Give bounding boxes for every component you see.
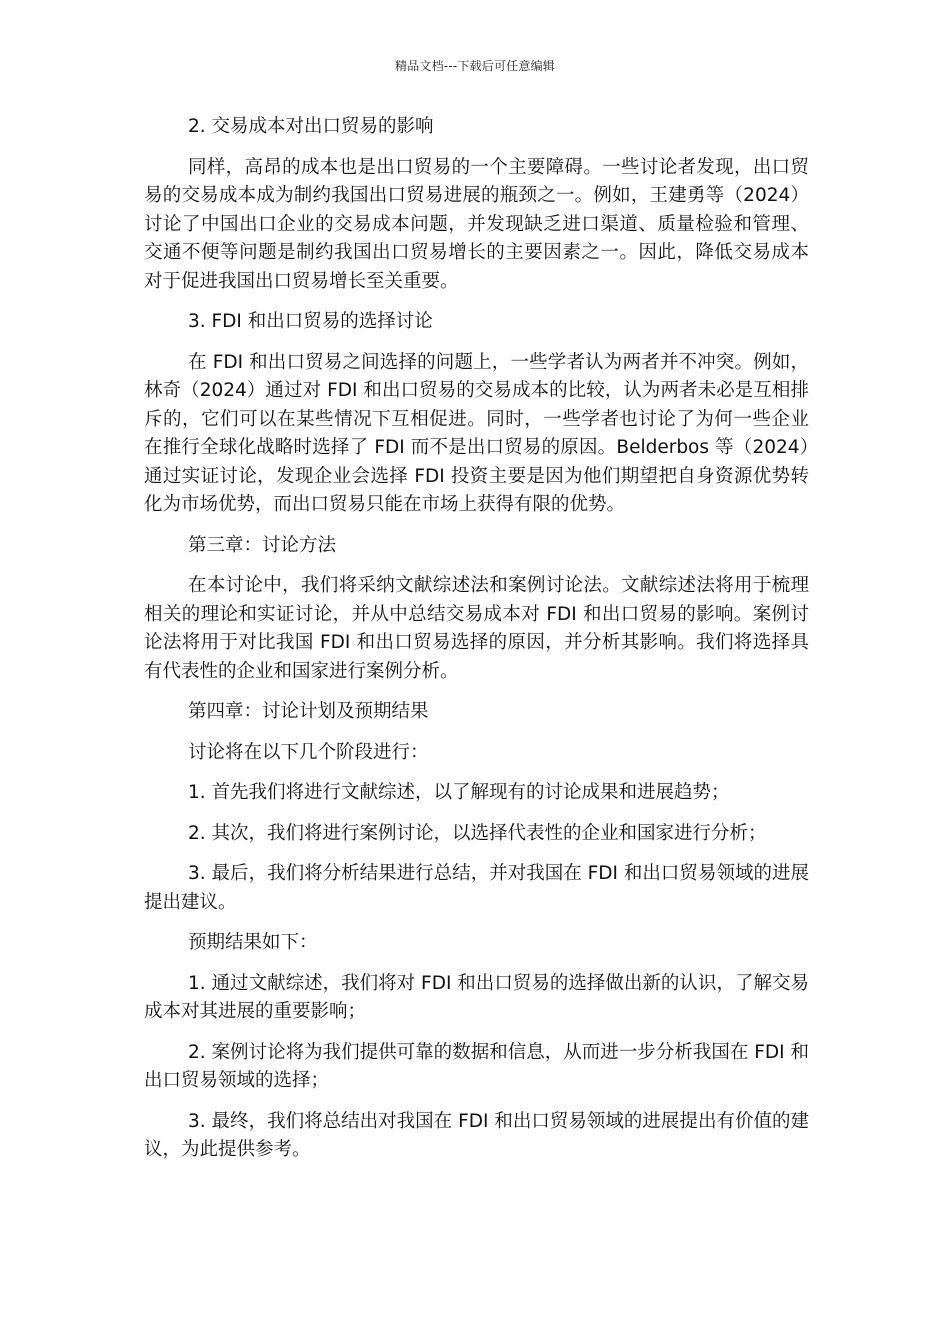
section-heading: 3. FDI 和出口贸易的选择讨论 (188, 311, 433, 332)
list-item: 2. 案例讨论将为我们提供可靠的数据和信息，从而进一步分析我国在 FDI 和出口贸易领域的选择； (144, 1041, 809, 1091)
body-paragraph: 在 FDI 和出口贸易之间选择的问题上，一些学者认为两者并不冲突。例如，林奇（2024）通过对 FDI 和出口贸易的交易成本的比较，认为两者未必是互相排斥的，它们可以在某些情况下互相促进。同时，一些学者也讨论了为何一些企业在推行全球化战略时选择了 FDI 而不是出口贸易的原因。Belderbos 等（2024）通过实证讨论，发现企业会选择 FDI 投资主要是因为他们期望把自身资源优势转化为市场优势，而出口贸易只能在市场上获得有限的优势。 (144, 351, 809, 515)
chapter-heading: 第四章：讨论计划及预期结果 (188, 701, 429, 722)
list-item: 1. 通过文献综述，我们将对 FDI 和出口贸易的选择做出新的认识，了解交易成本对其进展的重要影响； (144, 972, 809, 1022)
list-item: 2. 其次，我们将进行案例讨论，以选择代表性的企业和国家进行分析； (188, 822, 767, 844)
list-item: 3. 最后，我们将分析结果进行总结，并对我国在 FDI 和出口贸易领域的进展提出建议。 (144, 863, 809, 913)
header-note: 精品文档---下载后可任意编辑 (395, 59, 555, 73)
body-paragraph: 预期结果如下： (188, 932, 318, 953)
list-item: 1. 首先我们将进行文献综述，以了解现有的讨论成果和进展趋势； (188, 782, 730, 803)
document-body (144, 113, 809, 1177)
list-item: 3. 最终，我们将总结出对我国在 FDI 和出口贸易领域的进展提出有价值的建议，为此提供参考。 (144, 1110, 809, 1160)
body-paragraph: 同样，高昂的成本也是出口贸易的一个主要障碍。一些讨论者发现，出口贸易的交易成本成为制约我国出口贸易进展的瓶颈之一。例如，王建勇等（2024）讨论了中国出口企业的交易成本问题，并发现缺乏进口渠道、质量检验和管理、交通不便等问题是制约我国出口贸易增长的主要因素之一。因此，降低交易成本对于促进我国出口贸易增长至关重要。 (144, 156, 809, 292)
section-heading: 2. 交易成本对出口贸易的影响 (188, 116, 434, 137)
body-paragraph: 在本讨论中，我们将采纳文献综述法和案例讨论法。文献综述法将用于梳理相关的理论和实证讨论，并从中总结交易成本对 FDI 和出口贸易的影响。案例讨论法将用于对比我国 FDI 和出口贸易选择的原因，并分析其影响。我们将选择具有代表性的企业和国家进行案例分析。 (144, 575, 809, 682)
chapter-heading: 第三章：讨论方法 (188, 534, 337, 556)
body-paragraph: 讨论将在以下几个阶段进行： (188, 741, 429, 763)
